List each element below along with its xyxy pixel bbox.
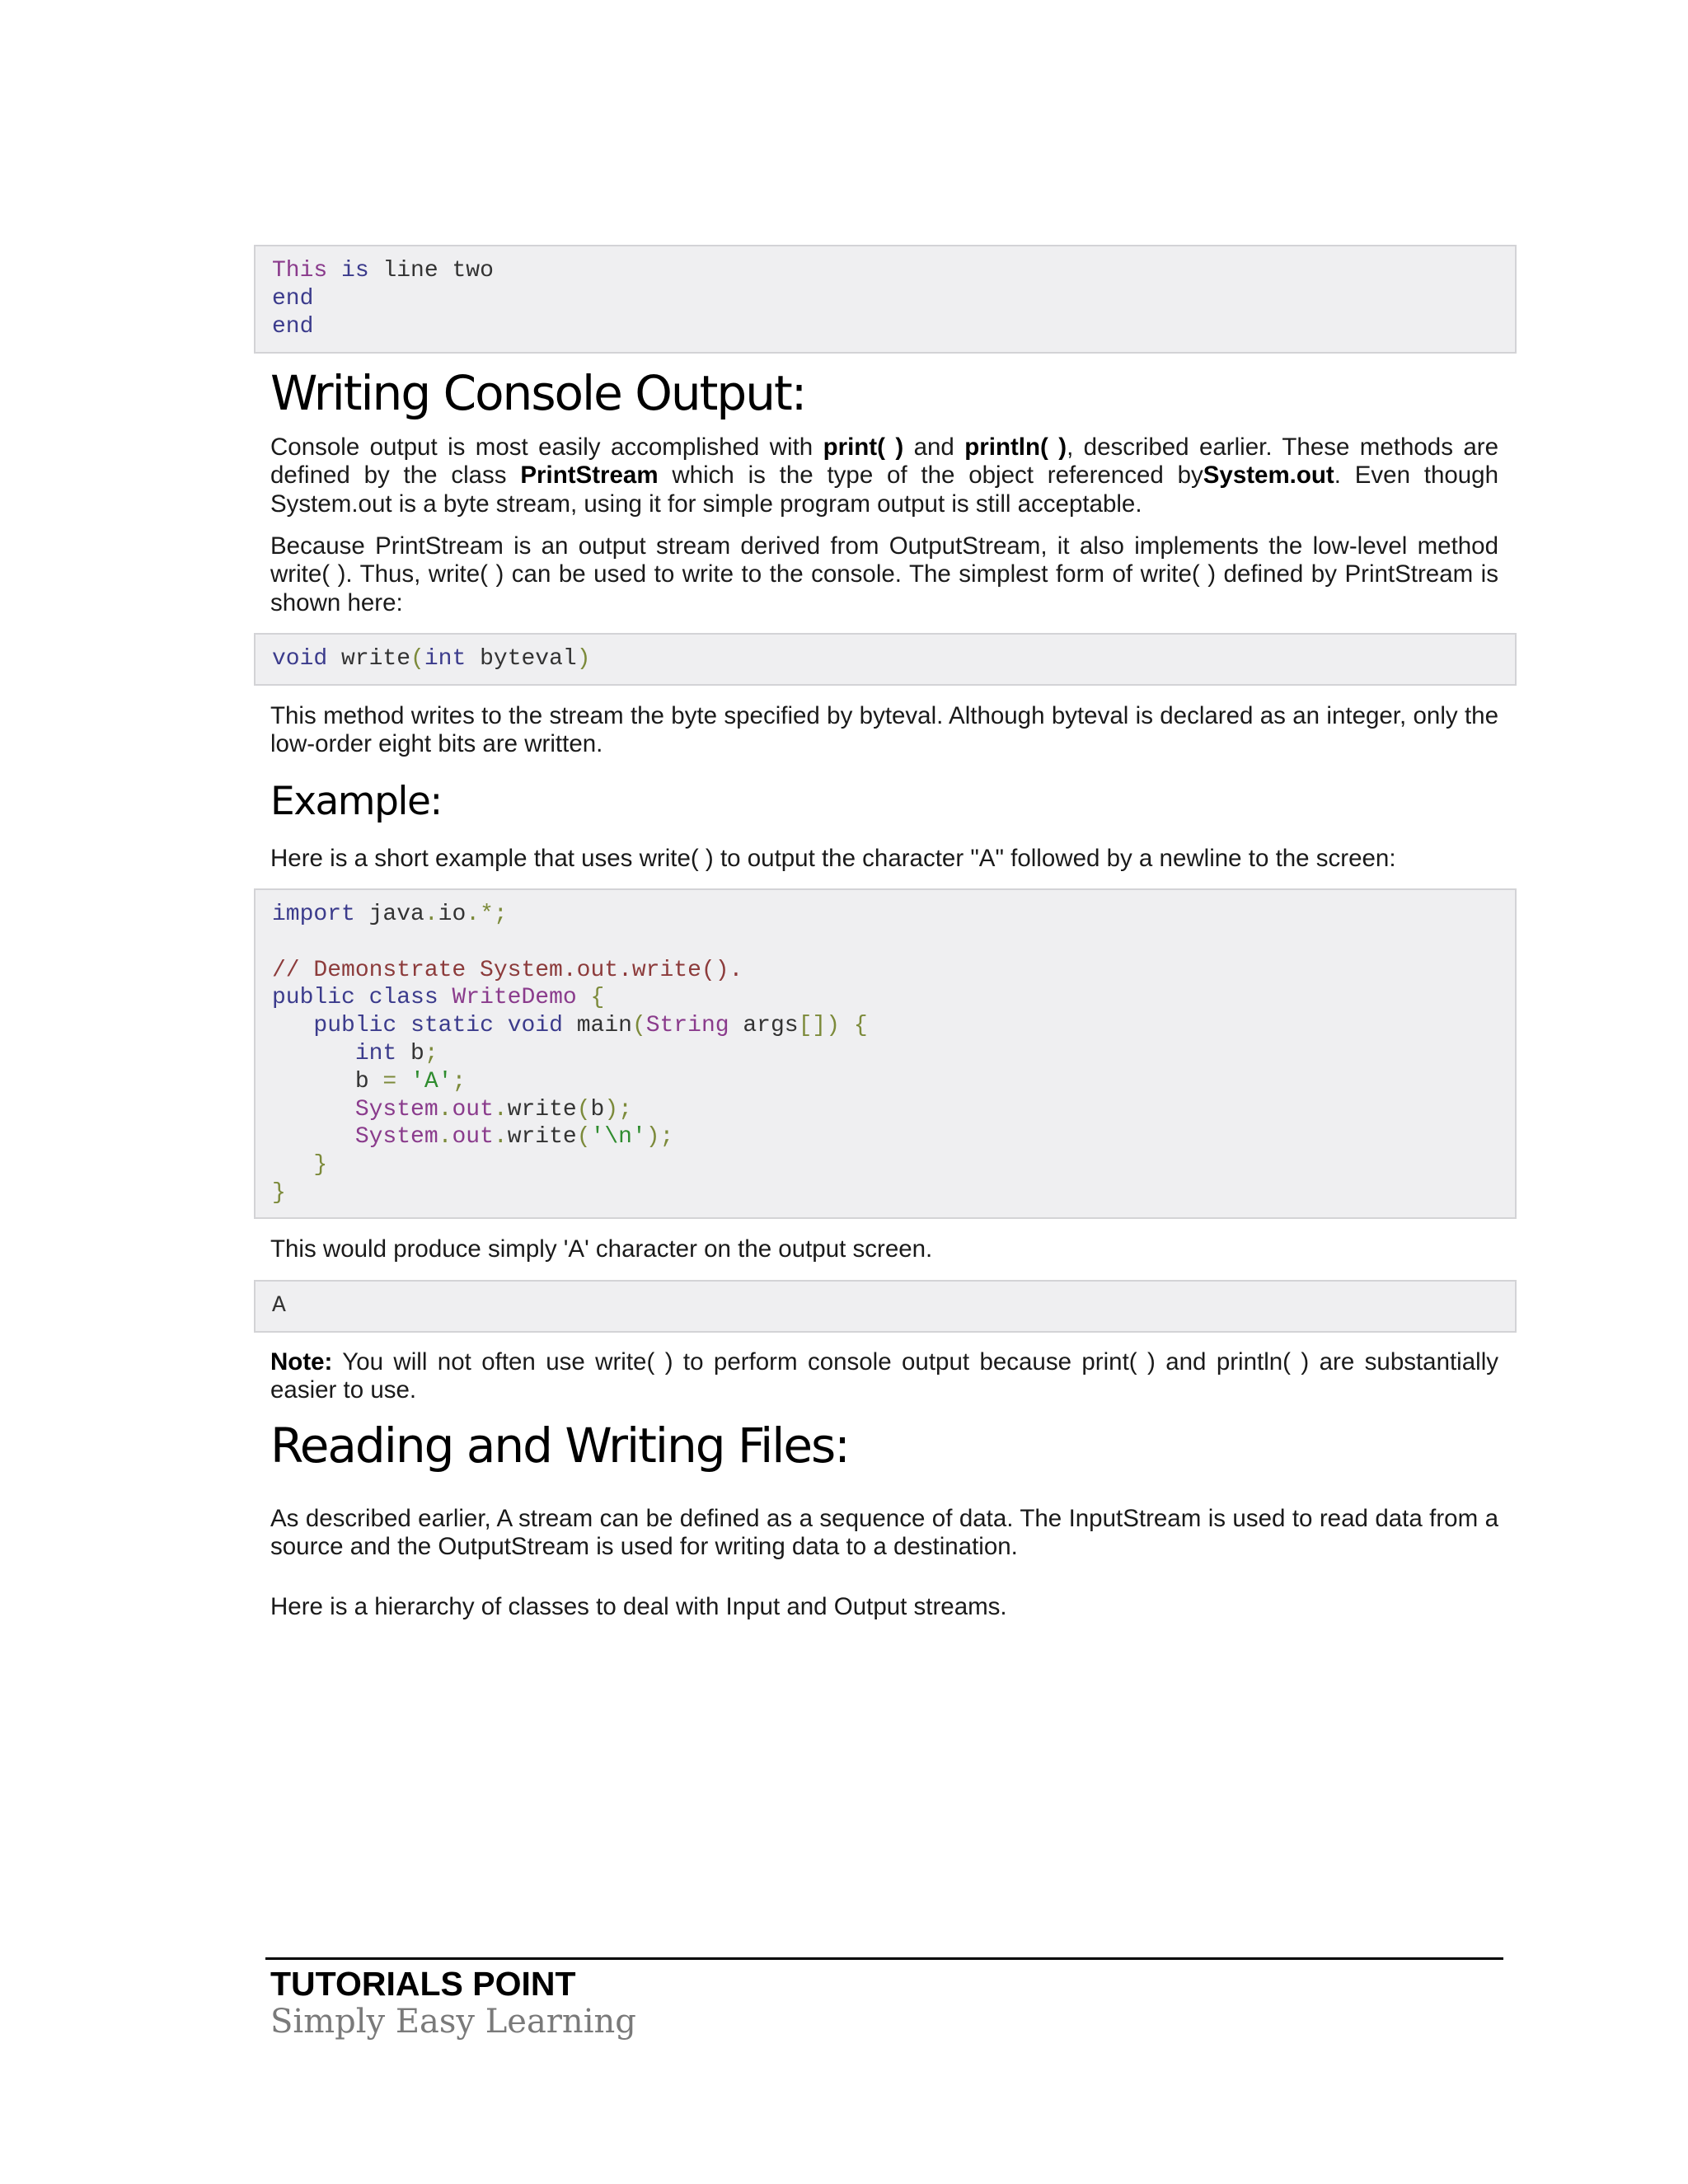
code-token: int (424, 646, 467, 672)
paragraph-result: This would produce simply 'A' character on the output screen. (270, 1235, 933, 1263)
footer-title: TUTORIALS POINT (270, 1965, 576, 2003)
code-block-output-top (254, 245, 1517, 354)
para-bold-printstream: PrintStream (520, 462, 659, 490)
code-token: . (438, 1096, 452, 1122)
code-line (272, 1096, 1498, 1124)
code-token: . (493, 1096, 508, 1122)
code-block-write-demo (254, 888, 1517, 1219)
code-token: end (272, 313, 314, 340)
paragraph-console-output (270, 434, 1498, 518)
code-token: '\n' (590, 1124, 646, 1151)
heading-example: Example: (270, 779, 442, 824)
paragraph-example-intro: Here is a short example that uses write( ) to output the character "A" followed by a newline to the screen: (270, 845, 1396, 872)
code-token: // Demonstrate System.out.write(). (272, 957, 743, 983)
para-bold-print: print( ) (823, 434, 904, 461)
footer-divider (265, 1957, 1503, 1960)
code-line (272, 1123, 1498, 1151)
code-token: { (840, 1013, 868, 1039)
code-token: write (507, 1096, 577, 1122)
code-token (396, 1013, 410, 1038)
code-token: out (452, 1124, 494, 1151)
para-text: and (903, 434, 965, 461)
code-token: line two (368, 258, 494, 284)
code-token (396, 1069, 410, 1094)
paragraph-streams: As described earlier, A stream can be defined as a sequence of data. The InputStream is used to read data from a source and the OutputStream is used for writing data to a destination. (270, 1505, 1498, 1561)
heading-reading-writing-files: Reading and Writing Files: (270, 1418, 849, 1474)
footer-subtitle: Simply Easy Learning (270, 2003, 636, 2041)
code-token: A (272, 1293, 286, 1319)
para-text: . Even though System.out is a byte stream, using it for simple program output is still acceptable. (270, 462, 1498, 518)
code-line (272, 1012, 1498, 1040)
code-token: System (354, 1096, 438, 1122)
paragraph-note (270, 1348, 1498, 1405)
para-text: , described earlier. These methods are defined by the class (270, 434, 1498, 490)
code-token: ) (576, 646, 591, 672)
code-token: } (272, 1152, 328, 1179)
code-token: b (396, 1040, 424, 1066)
code-line (272, 1151, 1498, 1179)
code-line (272, 1292, 1498, 1320)
code-token: io (438, 902, 467, 927)
code-token: } (272, 1179, 286, 1206)
code-token: is (341, 258, 369, 284)
code-token: public (272, 985, 355, 1011)
code-token: java (354, 902, 424, 927)
code-line (272, 1068, 1498, 1096)
code-token: byteval (466, 646, 577, 672)
code-token (272, 1124, 355, 1150)
code-token: System (354, 1124, 438, 1151)
code-token: String (645, 1013, 729, 1039)
paragraph-hierarchy: Here is a hierarchy of classes to deal with Input and Output streams. (270, 1593, 1007, 1620)
code-token: ; (424, 1040, 438, 1066)
note-text: You will not often use write( ) to perform console output because print( ) and println( ) are substantially easier to use. (270, 1348, 1498, 1404)
code-token (272, 1013, 313, 1038)
code-line (272, 929, 1498, 957)
code-token: b (272, 1068, 383, 1094)
para-bold-println: println( ) (964, 434, 1067, 461)
paragraph-printstream: Because PrintStream is an output stream derived from OutputStream, it also implements the low-level method write( ). Thus, write( ) can be used to write to the console. The simplest form of write( ) defined by PrintStream is shown here: (270, 532, 1498, 616)
code-token: ( (576, 1096, 591, 1122)
code-line (272, 285, 1498, 313)
code-token (272, 1041, 355, 1066)
code-token: class (368, 985, 438, 1011)
code-token: []) (798, 1013, 841, 1039)
code-token: main (562, 1013, 632, 1039)
code-token: end (272, 285, 314, 312)
code-line (272, 984, 1498, 1012)
code-token: public (313, 1013, 397, 1039)
code-token: ); (645, 1124, 674, 1151)
code-token: 'A' (410, 1068, 452, 1094)
code-line (272, 313, 1498, 341)
code-line (272, 257, 1498, 285)
heading-writing-console-output: Writing Console Output: (270, 365, 806, 421)
code-token (355, 985, 369, 1010)
code-line (272, 1040, 1498, 1068)
code-token: .*; (466, 902, 508, 927)
code-token (494, 1013, 508, 1038)
code-token: static (410, 1013, 494, 1039)
code-token: write (507, 1124, 577, 1151)
paragraph-write-method: This method writes to the stream the byte specified by byteval. Although byteval is declared as an integer, only the low-order eight bits are written. (270, 702, 1498, 758)
code-token: WriteDemo (452, 985, 577, 1011)
code-token: . (424, 902, 438, 927)
code-token: import (272, 902, 355, 927)
code-token: . (438, 1124, 452, 1151)
code-line (272, 645, 1498, 673)
code-token: . (493, 1124, 508, 1151)
code-line (272, 957, 1498, 985)
para-text: which is the type of the object referenced by (658, 462, 1203, 490)
code-line (272, 901, 1498, 929)
code-token: b (590, 1096, 605, 1122)
code-token: ; (452, 1068, 467, 1094)
code-token: args (729, 1013, 799, 1039)
code-token: int (354, 1040, 397, 1066)
code-token: void (507, 1013, 563, 1039)
code-token (438, 985, 452, 1010)
code-line (272, 1179, 1498, 1207)
code-token: ( (410, 646, 424, 672)
code-token: ( (576, 1124, 591, 1151)
code-token: { (576, 985, 605, 1011)
code-token (272, 1097, 355, 1122)
code-token: void (272, 646, 328, 672)
code-token: out (452, 1096, 494, 1122)
code-token: write (327, 646, 411, 672)
para-bold-system-out: System.out (1203, 462, 1334, 490)
note-label: Note: (270, 1348, 333, 1376)
code-token: This (272, 258, 328, 284)
code-token: ( (631, 1013, 646, 1039)
code-token: = (382, 1068, 397, 1094)
code-block-write-signature (254, 633, 1517, 686)
code-token: ); (604, 1096, 632, 1122)
code-block-output-a (254, 1280, 1517, 1333)
code-token (327, 258, 341, 284)
para-text: Console output is most easily accomplished with (270, 434, 823, 461)
